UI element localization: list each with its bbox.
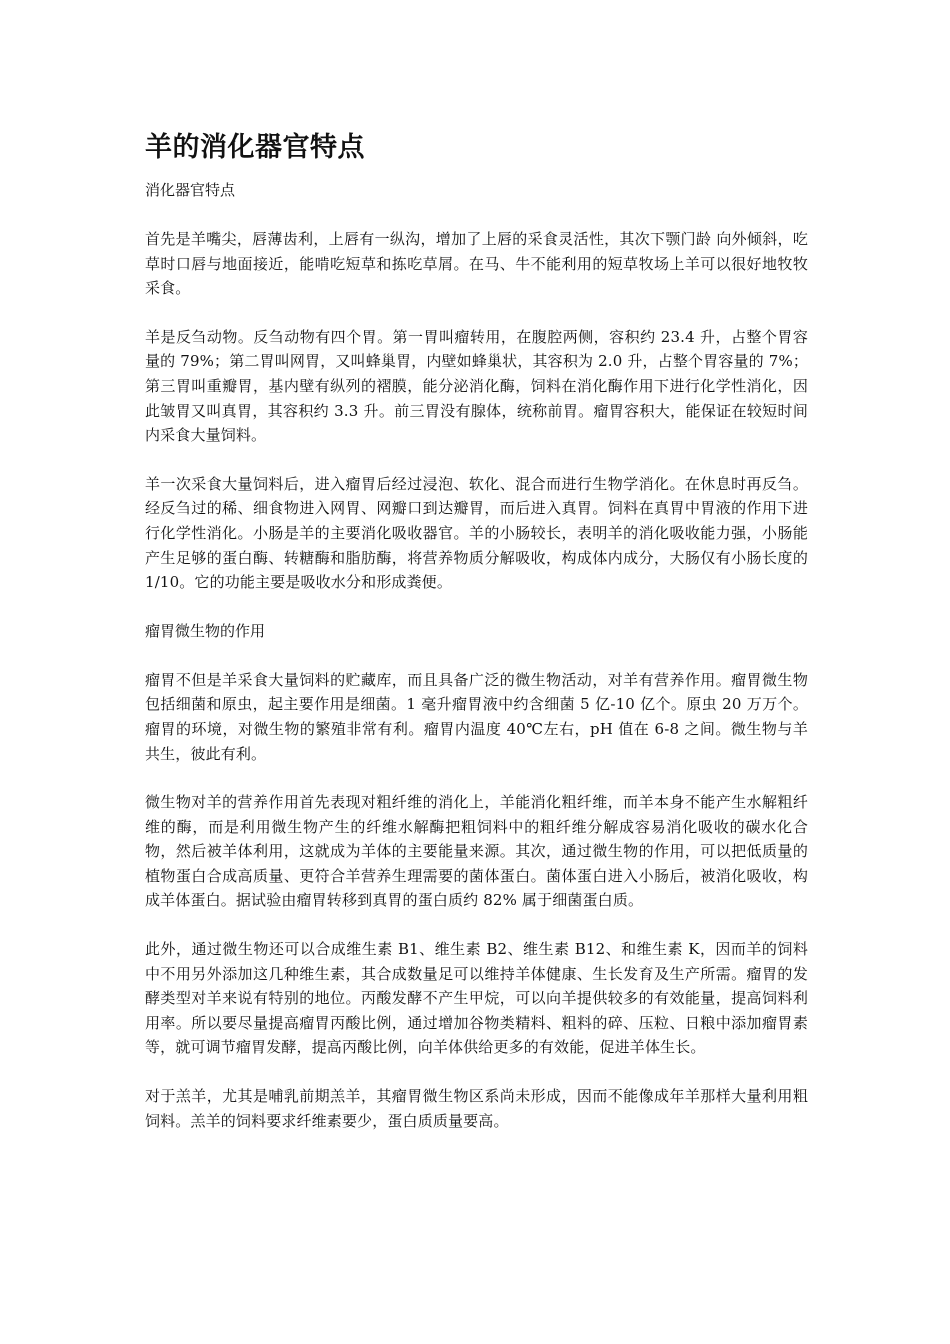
paragraph: 瘤胃不但是羊采食大量饲料的贮藏库，而且具备广泛的微生物活动，对羊有营养作用。瘤胃微生物包括细菌和原虫，起主要作用是细菌。1 毫升瘤胃液中约含细菌 5 亿-10 亿个。原虫 20 万万个。瘤胃的环境，对微生物的繁殖非常有利。瘤胃内温度 40℃左右，pH 值在 6-8 之间。微生物与羊共生，彼此有利。 xyxy=(145,670,808,763)
paragraph: 对于羔羊，尤其是哺乳前期羔羊，其瘤胃微生物区系尚未形成，因而不能像成年羊那样大量利用粗饲料。羔羊的饲料要求纤维素要少，蛋白质质量要高。 xyxy=(145,1087,808,1130)
paragraph: 微生物对羊的营养作用首先表现对粗纤维的消化上，羊能消化粗纤维，而羊本身不能产生水解粗纤维的酶，而是利用微生物产生的纤维水解酶把粗饲料中的粗纤维分解成容易消化吸收的碳水化合物，然后被羊体利用，这就成为羊体的主要能量来源。其次，通过微生物的作用，可以把低质量的植物蛋白合成高质量、更符合羊营养生理需要的菌体蛋白。菌体蛋白进入小肠后，被消化吸收，构成羊体蛋白。据试验由瘤胃转移到真胃的蛋白质约 82% 属于细菌蛋白质。 xyxy=(145,793,808,910)
page-title: 羊的消化器官特点 xyxy=(145,132,365,163)
document-page xyxy=(145,128,808,1157)
paragraph: 羊是反刍动物。反刍动物有四个胃。第一胃叫瘤转用，在腹腔两侧，容积约 23.4 升，占整个胃容量的 79%；第二胃叫网胃，又叫蜂巢胃，内壁如蜂巢状，其容积为 2.0 升，占整个胃容量的 7%；第三胃叫重瓣胃，基内壁有纵列的褶膜，能分泌消化酶，饲料在消化酶作用下进行化学性消化，因此皱胃又叫真胃，其容积约 3.3 升。前三胃没有腺体，统称前胃。瘤胃容积大，能保证在较短时间内采食大量饲料。 xyxy=(145,327,808,445)
paragraph: 此外，通过微生物还可以合成维生素 B1、维生素 B2、维生素 B12、和维生素 K，因而羊的饲料中不用另外添加这几种维生素，其合成数量足可以维持羊体健康、生长发育及生产所需。瘤胃的发酵类型对羊来说有特别的地位。丙酸发酵不产生甲烷，可以向羊提供较多的有效能量，提高饲料利用率。所以要尽量提高瘤胃丙酸比例，通过增加谷物类精料、粗料的碎、压粒、日粮中添加瘤胃素等，就可调节瘤胃发酵，提高丙酸比例，向羊体供给更多的有效能，促进羊体生长。 xyxy=(145,940,808,1057)
paragraph: 羊一次采食大量饲料后，进入瘤胃后经过浸泡、软化、混合而进行生物学消化。在休息时再反刍。经反刍过的稀、细食物进入网胃、网瓣口到达瓣胃，而后进入真胃。饲料在真胃中胃液的作用下进行化学性消化。小肠是羊的主要消化吸收器官。羊的小肠较长，表明羊的消化吸收能力强，小肠能产生足够的蛋白酶、转糖酶和脂肪酶，将营养物质分解吸收，构成体内成分，大肠仅有小肠长度的 1/10。它的功能主要是吸收水分和形成粪便。 xyxy=(145,474,808,592)
section-heading-digestive-organs: 消化器官特点 xyxy=(145,181,236,199)
section-heading-rumen-microbes: 瘤胃微生物的作用 xyxy=(145,621,266,640)
paragraph: 首先是羊嘴尖，唇薄齿利，上唇有一纵沟，增加了上唇的采食灵活性，其次下颚门龄 向外倾斜，吃草时口唇与地面接近，能啃吃短草和拣吃草屑。在马、牛不能利用的短草牧场上羊可以很好地牧牧采食。 xyxy=(145,230,808,298)
